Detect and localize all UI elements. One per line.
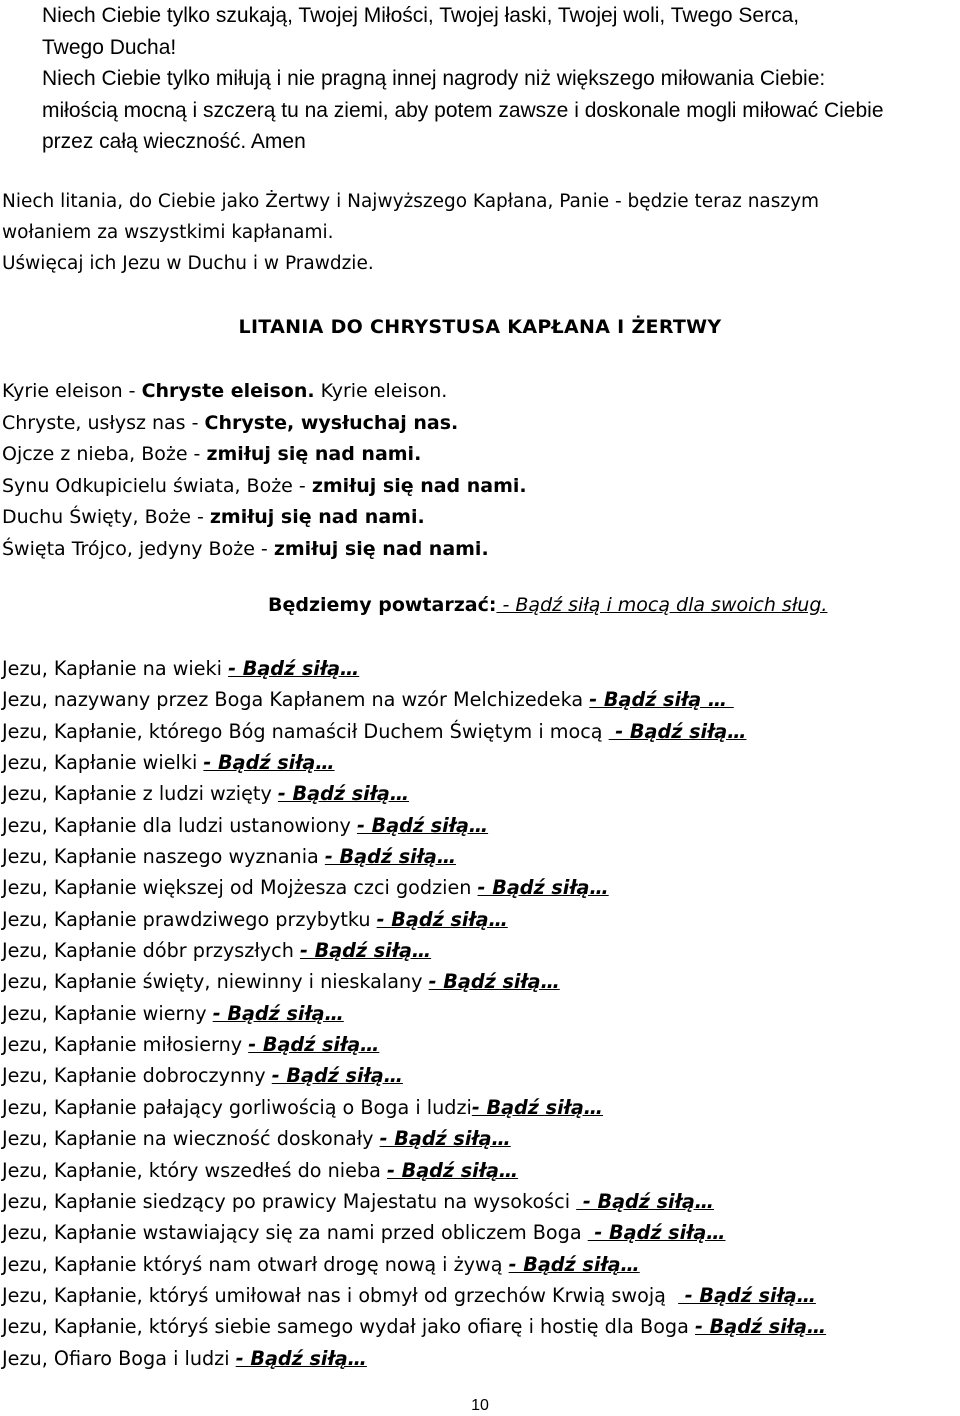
- text-line: miłością mocną i szczerą tu na ziemi, aby potem zawsze i doskonale mogli miłować Ciebie: [42, 98, 884, 122]
- invocation-response: - Bądź siłą…: [203, 751, 335, 775]
- invocation-row: [2, 653, 957, 684]
- text-line: Twego Ducha!: [42, 35, 177, 59]
- invitation-paragraph: [2, 186, 957, 279]
- invocation-row: [2, 1092, 957, 1123]
- invocation-row: [2, 841, 957, 872]
- kyrie-line: [2, 376, 952, 408]
- page-number: 10: [471, 1397, 489, 1414]
- invocation-text: Jezu, Kapłanie dóbr przyszłych: [2, 939, 300, 963]
- kyrie-response: zmiłuj się nad nami.: [209, 506, 425, 529]
- litany-title: LITANIA DO CHRYSTUSA KAPŁANA I ŻERTWY: [238, 316, 722, 338]
- invocation-text: Jezu, Kapłanie wierny: [2, 1001, 213, 1025]
- invocation-row: [2, 935, 957, 966]
- invocation-response: - Bądź siłą…: [299, 939, 432, 963]
- invocation-row: [2, 1060, 957, 1091]
- invocation-response: - Bądź siłą…: [694, 1315, 827, 1339]
- kyrie-line: [2, 439, 952, 471]
- invocation-row: [2, 1280, 957, 1311]
- kyrie-section: [2, 376, 952, 566]
- invocation-row: [2, 778, 957, 809]
- invocation-text: Jezu, Kapłanie, który wszedłeś do nieba: [2, 1158, 387, 1182]
- invocation-response: - Bądź siłą…: [248, 1033, 380, 1057]
- text-line: wołaniem za wszystkimi kapłanami.: [2, 222, 334, 243]
- invocation-response: - Bądź siłą…: [477, 876, 609, 900]
- invocation-response: - Bądź siłą…: [271, 1064, 403, 1088]
- invocation-response: - Bądź siłą…: [212, 1001, 344, 1025]
- invocation-text: Jezu, Kapłanie naszego wyznania: [2, 845, 325, 869]
- invocation-row: [2, 1029, 957, 1060]
- kyrie-line: [2, 534, 952, 566]
- kyrie-call: Synu Odkupicielu świata, Boże -: [2, 474, 312, 497]
- refrain-line: [268, 590, 827, 621]
- invocation-text: Jezu, Kapłanie, któryś umiłował nas i obmył od grzechów Krwią swoją: [2, 1283, 679, 1307]
- invocation-row: [2, 1343, 957, 1374]
- text-line: Niech Ciebie tylko szukają, Twojej Miłości, Twojej łaski, Twojej woli, Twego Serca,: [42, 4, 800, 27]
- invocation-row: [2, 904, 957, 935]
- invocation-text: Jezu, Kapłanie miłosierny: [2, 1033, 249, 1057]
- invocation-response: - Bądź siłą …: [589, 688, 734, 712]
- kyrie-response: zmiłuj się nad nami.: [273, 537, 489, 560]
- invocation-response: - Bądź siłą…: [576, 1189, 714, 1213]
- invocation-response: - Bądź siłą…: [379, 1127, 511, 1151]
- invocation-response: - Bądź siłą…: [508, 1252, 640, 1276]
- text-line: Uświęcaj ich Jezu w Duchu i w Prawdzie.: [2, 253, 374, 274]
- kyrie-call: Ojcze z nieba, Boże -: [2, 443, 207, 466]
- invocation-row: [2, 966, 957, 997]
- kyrie-line: [2, 408, 952, 440]
- invocation-text: Jezu, Kapłanie siedzący po prawicy Majestatu na wysokości: [2, 1189, 577, 1213]
- invocation-response: - Bądź siłą…: [277, 782, 410, 806]
- invocation-text: Jezu, Kapłanie dla ludzi ustanowiony: [2, 813, 357, 837]
- kyrie-response: zmiłuj się nad nami.: [311, 474, 527, 497]
- invocation-row: [2, 747, 957, 778]
- invocation-row: [2, 1311, 957, 1342]
- invocation-text: Jezu, Kapłanie, którego Bóg namaścił Duchem Świętym i mocą: [2, 719, 609, 743]
- invocation-response: - Bądź siłą…: [324, 845, 457, 869]
- invocation-row: [2, 998, 957, 1029]
- kyrie-call: Kyrie eleison -: [2, 380, 142, 402]
- invocation-text: Jezu, Kapłanie dobroczynny: [2, 1064, 272, 1088]
- invocation-text: Jezu, Kapłanie prawdziwego przybytku: [2, 907, 377, 931]
- invocation-row: [2, 810, 957, 841]
- kyrie-tail: Kyrie eleison.: [314, 380, 448, 402]
- invocation-text: Jezu, nazywany przez Boga Kapłanem na wzór Melchizedeka: [2, 688, 590, 712]
- invocation-row: [2, 1123, 957, 1154]
- kyrie-call: Chryste, usłysz nas -: [2, 411, 205, 434]
- invocation-list: [2, 653, 957, 1374]
- invocation-response: - Bądź siłą…: [356, 813, 489, 837]
- invocation-response: - Bądź siłą…: [587, 1221, 726, 1245]
- invocation-text: Jezu, Kapłanie większej od Mojżesza czci godzien: [2, 876, 478, 900]
- invocation-row: [2, 716, 957, 747]
- invocation-response: - Bądź siłą…: [228, 657, 360, 680]
- invocation-response: - Bądź siłą…: [428, 970, 560, 994]
- invocation-text: Jezu, Kapłanie święty, niewinny i nieskalany: [2, 970, 429, 994]
- kyrie-line: [2, 502, 952, 534]
- invocation-row: [2, 1155, 957, 1186]
- text-line: Niech litania, do Ciebie jako Żertwy i Najwyższego Kapłana, Panie - będzie teraz naszym: [2, 191, 820, 212]
- invocation-response: - Bądź siłą…: [678, 1283, 816, 1307]
- invocation-text: Jezu, Ofiaro Boga i ludzi: [2, 1346, 236, 1370]
- intro-prayer-paragraph: [42, 0, 957, 158]
- invocation-response: - Bądź siłą…: [386, 1158, 519, 1182]
- invocation-text: Jezu, Kapłanie wielki: [2, 751, 204, 775]
- text-line: przez całą wieczność. Amen: [42, 130, 306, 153]
- text-line: Niech Ciebie tylko miłują i nie pragną innej nagrody niż większego miłowania Ciebie:: [42, 67, 826, 90]
- refrain-label: Będziemy powtarzać:: [268, 594, 497, 616]
- invocation-row: [2, 684, 957, 715]
- kyrie-response: Chryste, wysłuchaj nas.: [204, 411, 459, 434]
- invocation-text: Jezu, Kapłanie, któryś siebie samego wydał jako ofiarę i hostię dla Boga: [2, 1315, 695, 1339]
- invocation-row: [2, 1186, 957, 1217]
- invocation-text: Jezu, Kapłanie któryś nam otwarł drogę nową i żywą: [2, 1252, 509, 1276]
- kyrie-line: [2, 471, 952, 503]
- invocation-row: [2, 1217, 957, 1248]
- invocation-row: [2, 872, 957, 903]
- refrain-text: - Bądź siłą i mocą dla swoich sług.: [496, 594, 828, 616]
- invocation-text: Jezu, Kapłanie pałający gorliwością o Boga i ludzi: [2, 1095, 472, 1119]
- invocation-text: Jezu, Kapłanie z ludzi wzięty: [2, 782, 278, 806]
- kyrie-response: Chryste eleison.: [141, 380, 315, 402]
- kyrie-call: Święta Trójco, jedyny Boże -: [2, 537, 274, 560]
- invocation-response: - Bądź siłą…: [235, 1346, 367, 1370]
- invocation-row: [2, 1249, 957, 1280]
- kyrie-response: zmiłuj się nad nami.: [206, 443, 422, 466]
- invocation-response: - Bądź siłą…: [471, 1095, 603, 1119]
- invocation-text: Jezu, Kapłanie na wieczność doskonały: [2, 1127, 380, 1151]
- invocation-text: Jezu, Kapłanie na wieki: [2, 657, 229, 680]
- invocation-text: Jezu, Kapłanie wstawiający się za nami przed obliczem Boga: [2, 1221, 588, 1245]
- invocation-response: - Bądź siłą…: [608, 719, 747, 743]
- kyrie-call: Duchu Święty, Boże -: [2, 506, 210, 529]
- invocation-response: - Bądź siłą…: [376, 907, 508, 931]
